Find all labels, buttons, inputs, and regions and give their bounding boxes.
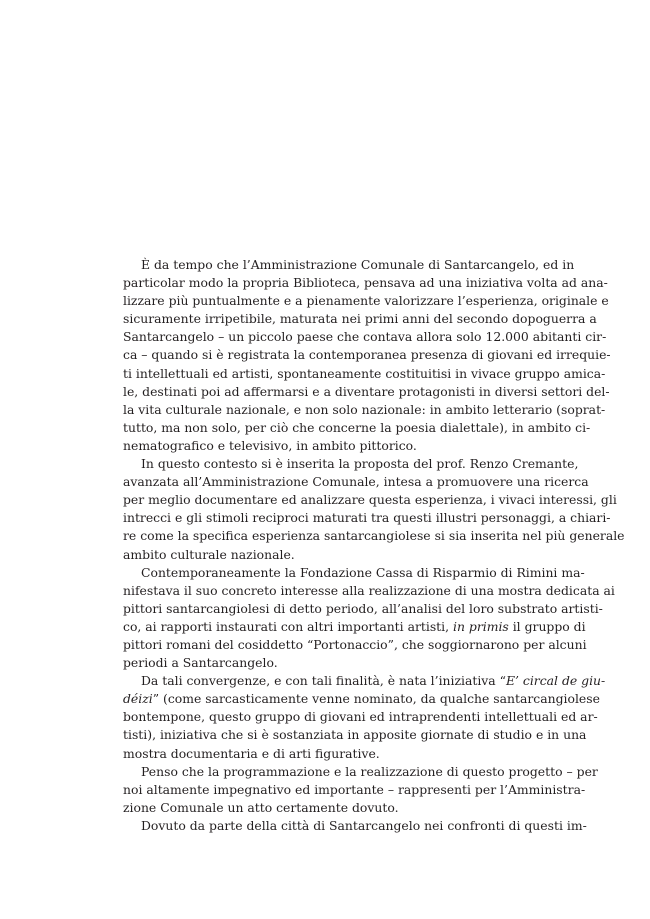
text-line: Contemporaneamente la Fondazione Cassa di Risparmio di Rimini ma- [141, 564, 585, 580]
text-line: déizi” (come sarcasticamente venne nominato, da qualche santarcangiolese [123, 691, 600, 707]
text-line: per meglio documentare ed analizzare questa esperienza, i vivaci interessi, gli [123, 492, 617, 508]
text-line: periodi a Santarcangelo. [123, 655, 278, 671]
text-line: È da tempo che l’Amministrazione Comunale di Santarcangelo, ed in [141, 257, 575, 272]
text-line: sicuramente irripetibile, maturata nei primi anni del secondo dopoguerra a [123, 311, 597, 327]
text-line: tisti), iniziativa che si è sostanziata in apposite giornate di studio e in una [123, 727, 587, 743]
italic-phrase: E’ circal de giu- [505, 673, 606, 689]
text-line: intrecci e gli stimoli reciproci maturati tra questi illustri personaggi, a chiari- [123, 510, 611, 526]
paragraph-2 [123, 455, 625, 564]
text-line: la vita culturale nazionale, e non solo nazionale: in ambito letterario (soprat- [123, 401, 606, 417]
body-text [123, 256, 625, 835]
text-line: nifestava il suo concreto interesse alla realizzazione di una mostra dedicata ai [123, 582, 615, 598]
paragraph-4 [123, 672, 606, 762]
text-line: Penso che la programmazione e la realizzazione di questo progetto – per [141, 763, 598, 779]
text-line: avanzata all’Amministrazione Comunale, intesa a promuovere una ricerca [123, 474, 589, 490]
text-line: tutto, ma non solo, per ciò che concerne la poesia dialettale), in ambito ci- [123, 419, 591, 435]
paragraph-3 [123, 564, 615, 673]
text-line: Dovuto da parte della città di Santarcangelo nei confronti di questi im- [141, 817, 587, 833]
text-line: Da tali convergenze, e con tali finalità, è nata l’iniziativa “E’ circal de giu- [141, 673, 606, 689]
text-line: lizzare più puntualmente e a pienamente valorizzare l’esperienza, originale e [123, 293, 609, 309]
text-line: mostra documentaria e di arti figurative. [123, 745, 380, 761]
text-line: zione Comunale un atto certamente dovuto. [123, 799, 399, 815]
text-line: co, ai rapporti instaurati con altri importanti artisti, in primis il gruppo di [123, 618, 586, 634]
text-line: le, destinati poi ad affermarsi e a diventare protagonisti in diversi settori del- [123, 383, 610, 399]
italic-phrase: in primis [453, 618, 509, 634]
paragraph-6 [123, 817, 587, 835]
text-line: bontempone, questo gruppo di giovani ed intraprendenti intellettuali ed ar- [123, 709, 598, 725]
text-line: noi altamente impegnativo ed importante – rappresenti per l’Amministra- [123, 781, 586, 797]
text-line: pittori santarcangiolesi di detto periodo, all’analisi del loro substrato artisti- [123, 600, 603, 616]
text-line: particolar modo la propria Biblioteca, pensava ad una iniziativa volta ad ana- [123, 275, 608, 291]
text-line: nematografico e televisivo, in ambito pittorico. [123, 437, 417, 453]
text-line: In questo contesto si è inserita la proposta del prof. Renzo Cremante, [141, 456, 579, 472]
paragraph-5 [123, 763, 598, 817]
paragraph-1 [123, 256, 611, 455]
text-line: re come la specifica esperienza santarcangiolese si sia inserita nel più generale [123, 528, 625, 544]
text-line: pittori romani del cosiddetto “Portonaccio”, che soggiornarono per alcuni [123, 636, 587, 652]
text-line: ca – quando si è registrata la contemporanea presenza di giovani ed irrequie- [123, 347, 611, 363]
text-line: ti intellettuali ed artisti, spontaneamente costituitisi in vivace gruppo amica- [123, 365, 606, 381]
italic-phrase: déizi [123, 691, 153, 707]
text-line: ambito culturale nazionale. [123, 546, 295, 562]
text-line: Santarcangelo – un piccolo paese che contava allora solo 12.000 abitanti cir- [123, 329, 607, 345]
